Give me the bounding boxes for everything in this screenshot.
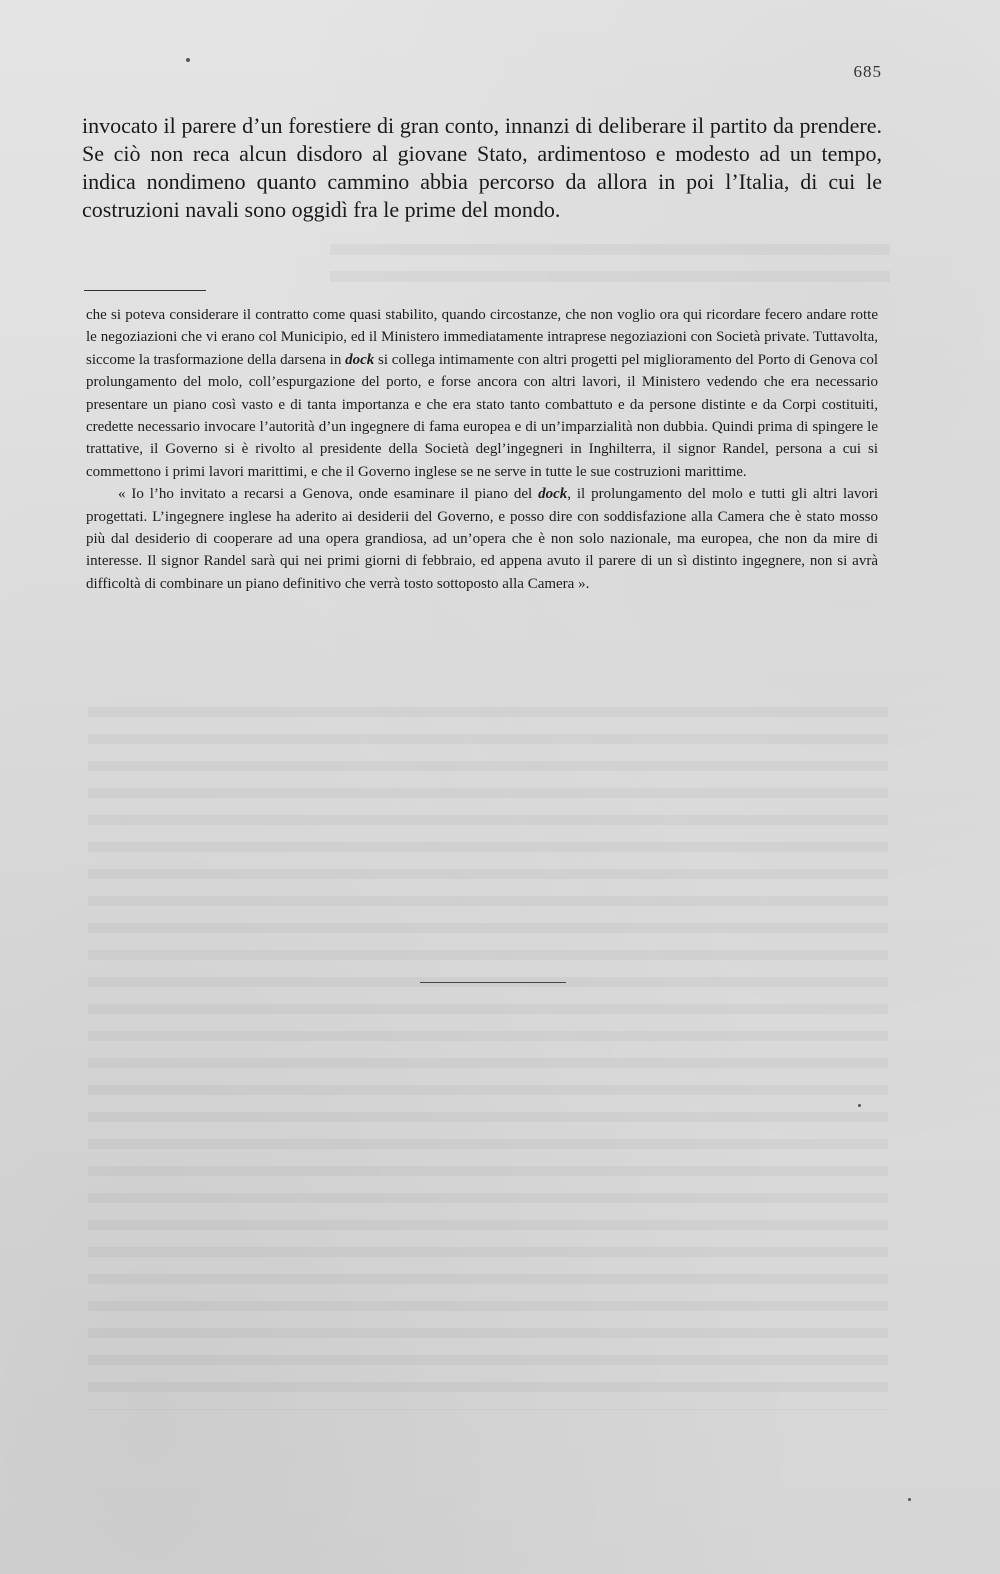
footnote-text: si collega intimamente con altri progetti pel miglioramento del Porto di Genova col prolungamento del molo, coll’espurgazione del porto, e forse ancora con altri lavori, il Ministero vedendo che era necessario presentare un piano così vasto e di tanta importanza e che era stato tanto combattuto e da persone distinte e da Corpi costituiti, credette necessario invocare l’autorità d’un ingegnere di fama europea e di un’imparzialità non dubbia. Quindi prima di spingere le trattative, il Governo si è rivolto al presidente della Società degl’ingegneri in Inghilterra, il signor Randel, persona a cui si commettono i primi lavori marittimi, e che il Governo inglese se ne serve in tutte le sue costruzioni marittime. [86,351,879,480]
paper-speck [858,1104,861,1107]
footnote-paragraph [86,304,878,483]
footnote-paragraph [86,483,878,595]
footnote-text: che si poteva considerare il contratto come quasi stabilito, quando circostanze, che non voglio ora qui ricordare fecero andare rotte le negoziazioni che vi erano col Municipio, ed il Ministero immediatamente intraprese negoziazioni con Società private. Tuttavolta, siccome la trasformazione della darsena in [86,307,878,368]
bleed-through-shadow [88,690,888,1410]
paper-speck [908,1498,911,1501]
footnote-block [86,304,878,595]
italic-term: dock [345,351,375,368]
footnote-separator [84,290,206,291]
italic-term: dock [538,486,568,503]
footnote-text: « Io l’ho invitato a recarsi a Genova, onde esaminare il piano del [118,486,533,503]
page-number: 685 [853,62,882,81]
footnote-text: , il prolungamento del molo e tutti gli altri lavori progettati. L’ingegnere inglese ha aderito ai desiderii del Governo, e posso dire con soddisfazione alla Camera che è stato mosso più dal desiderio di cooperare ad una opera grandiosa, ad un’opera che è non solo nazionale, ma europea, che non da mire di interesse. Il signor Randel sarà qui nei primi giorni di febbraio, ed appena avuto il parere di un sì distinto ingegnere, non si avrà difficoltà di combinare un piano definitivo che verrà tosto sottoposto alla Camera ». [86,486,879,592]
section-end-rule [420,982,566,983]
paper-speck [186,58,190,62]
body-paragraph: invocato il parere d’un forestiere di gran conto, innanzi di deliberare il partito da prendere. Se ciò non reca alcun disdoro al giovane Stato, ardimentoso e modesto ad un tempo, indica nondimeno quanto cammino abbia percorso da allora in poi l’Italia, di cui le costruzioni navali sono oggidì fra le prime del mondo. [82,113,882,222]
bleed-through-shadow [330,228,890,288]
